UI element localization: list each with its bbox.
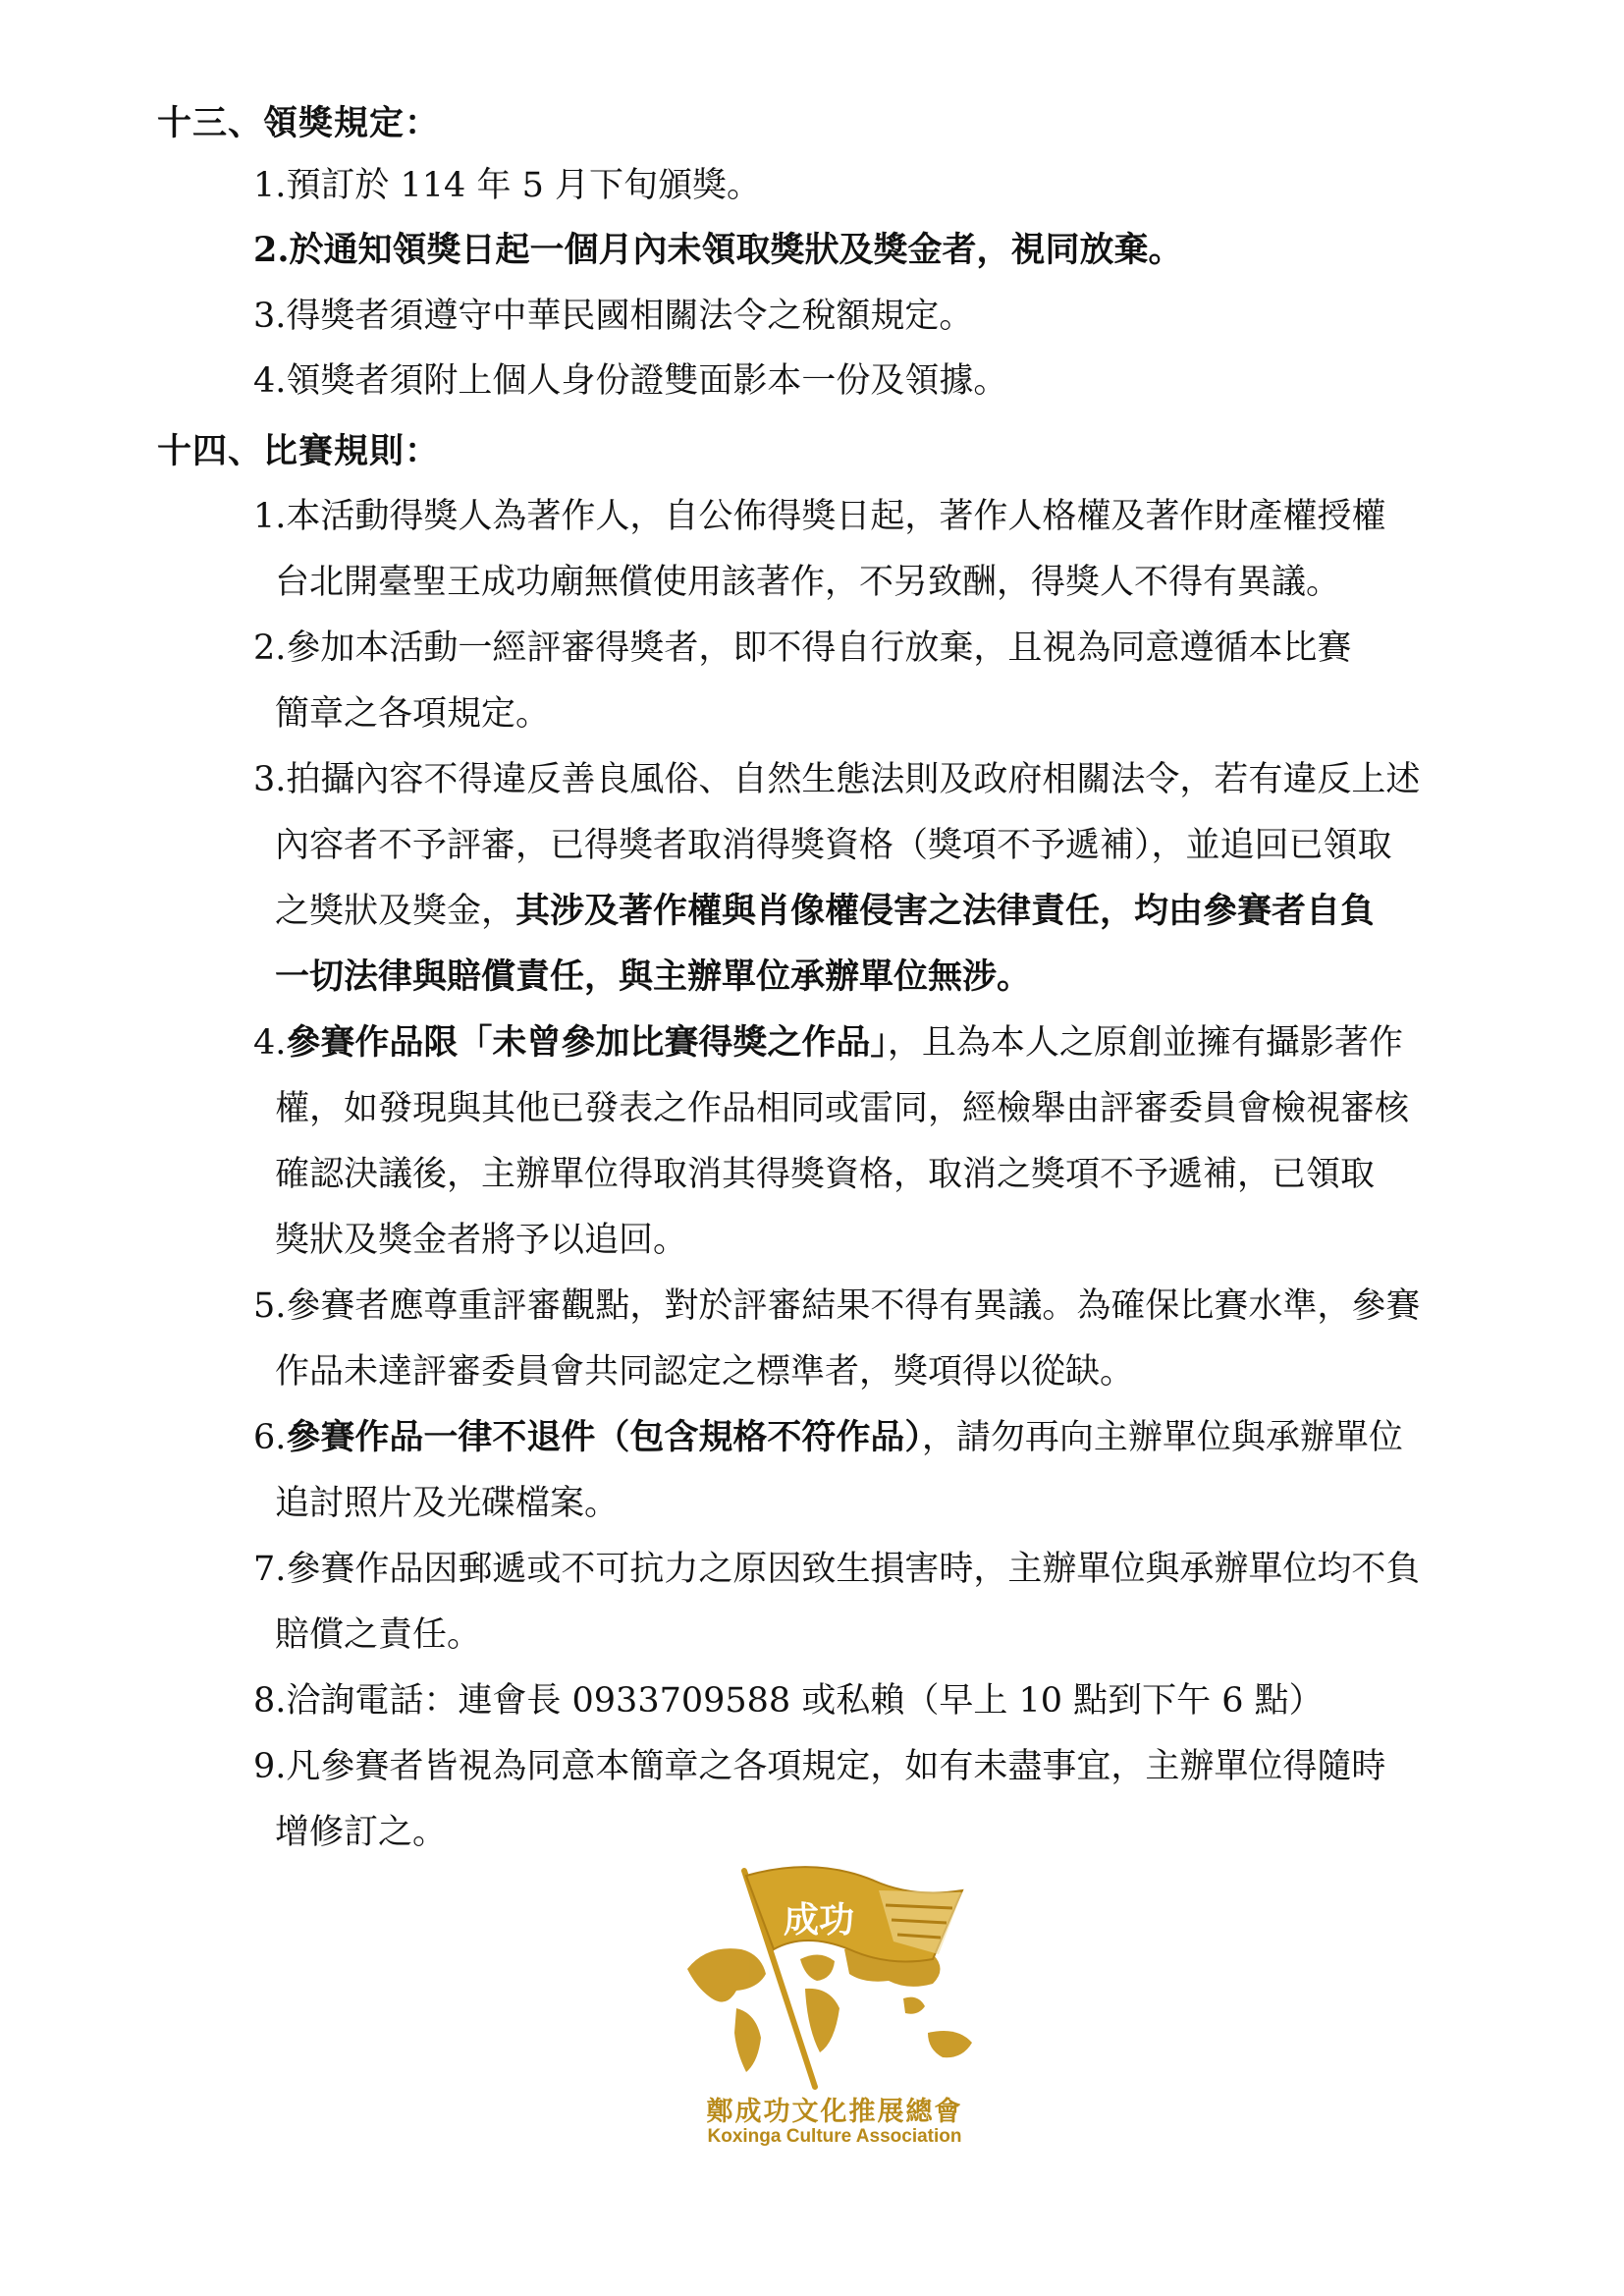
rule-6-bold-text: 參賽作品一律不退件（包含規格不符作品）	[286, 1417, 922, 1457]
rule-4-bold-text: 參賽作品限「未曾參加比賽得獎之作品」	[286, 1022, 888, 1063]
rule-2-line-2: 簡章之各項規定。	[275, 694, 551, 734]
rule-4-number: 4.	[253, 1023, 287, 1063]
rule-7-line-1: 7.參賽作品因郵遞或不可抗力之原因致生損害時，主辦單位與承辦單位均不負	[253, 1550, 1421, 1589]
section-13-item-2: 2.於通知領獎日起一個月內未領取獎狀及獎金者，視同放棄。	[253, 230, 1183, 270]
association-name-zh: 鄭成功文化推展總會	[706, 2097, 963, 2127]
section-13-item-1: 1.預訂於 114 年 5 月下旬頒獎。	[253, 166, 761, 205]
rule-6-line-1	[253, 1416, 1403, 1459]
rule-4-line-4: 獎狀及獎金者將予以追回。	[275, 1221, 688, 1260]
rule-6-line-2: 追討照片及光碟檔案。	[275, 1484, 620, 1523]
rule-3-line-3	[275, 890, 1375, 933]
rule-6-plain-text: ，請勿再向主辦單位與承辦單位	[921, 1418, 1403, 1457]
section-14-heading: 十四、比賽規則：	[157, 431, 441, 471]
rule-8-line-1: 8.洽詢電話：連會長 0933709588 或私賴（早上 10 點到下午 6 點）	[253, 1681, 1324, 1721]
rule-6-number: 6.	[253, 1418, 287, 1457]
rule-9-line-1: 9.凡參賽者皆視為同意本簡章之各項規定，如有未盡事宜，主辦單位得隨時	[253, 1747, 1386, 1786]
section-13-item-3: 3.得獎者須遵守中華民國相關法令之稅額規定。	[253, 297, 974, 336]
rule-4-plain-text: ，且為本人之原創並擁有攝影著作	[887, 1023, 1403, 1063]
association-name-en: Koxinga Culture Association	[707, 2126, 962, 2147]
rule-2-line-1: 2.參加本活動一經評審得獎者，即不得自行放棄，且視為同意遵循本比賽	[253, 629, 1352, 668]
rule-4-line-2: 權，如發現與其他已發表之作品相同或雷同，經檢舉由評審委員會檢視審核	[275, 1089, 1410, 1128]
rule-3-line-3-bold: 其涉及著作權與肖像權侵害之法律責任，均由參賽者自負	[515, 891, 1376, 931]
rule-1-line-2: 台北開臺聖王成功廟無償使用該著作，不另致酬，得獎人不得有異議。	[275, 563, 1341, 602]
rule-9-line-2: 增修訂之。	[275, 1813, 448, 1852]
rule-3-line-2: 內容者不予評審，已得獎者取消得獎資格（獎項不予遞補），並追回已領取	[275, 826, 1392, 865]
rule-1-line-1: 1.本活動得獎人為著作人，自公佈得獎日起，著作人格權及著作財產權授權	[253, 497, 1386, 536]
flag-text: 成功	[784, 1899, 855, 1941]
rule-5-line-2: 作品未達評審委員會共同認定之標準者，獎項得以從缺。	[275, 1352, 1135, 1392]
rule-3-line-4: 一切法律與賠償責任，與主辦單位承辦單位無涉。	[275, 957, 1032, 997]
rule-4-line-3: 確認決議後，主辦單位得取消其得獎資格，取消之獎項不予遞補，已領取	[275, 1155, 1376, 1194]
rule-7-line-2: 賠償之責任。	[275, 1615, 482, 1655]
section-13-item-4: 4.領獎者須附上個人身份證雙面影本一份及領據。	[253, 361, 1008, 401]
rule-3-line-3-plain: 之獎狀及獎金，	[275, 892, 516, 931]
flag-globe-icon	[668, 1851, 1001, 2097]
rule-3-line-1: 3.拍攝內容不得違反善良風俗、自然生態法則及政府相關法令，若有違反上述	[253, 760, 1421, 799]
section-13-heading: 十三、領獎規定：	[157, 103, 441, 143]
rule-4-line-1	[253, 1021, 1403, 1065]
rule-5-line-1: 5.參賽者應尊重評審觀點，對於評審結果不得有異議。為確保比賽水準，參賽	[253, 1286, 1421, 1326]
